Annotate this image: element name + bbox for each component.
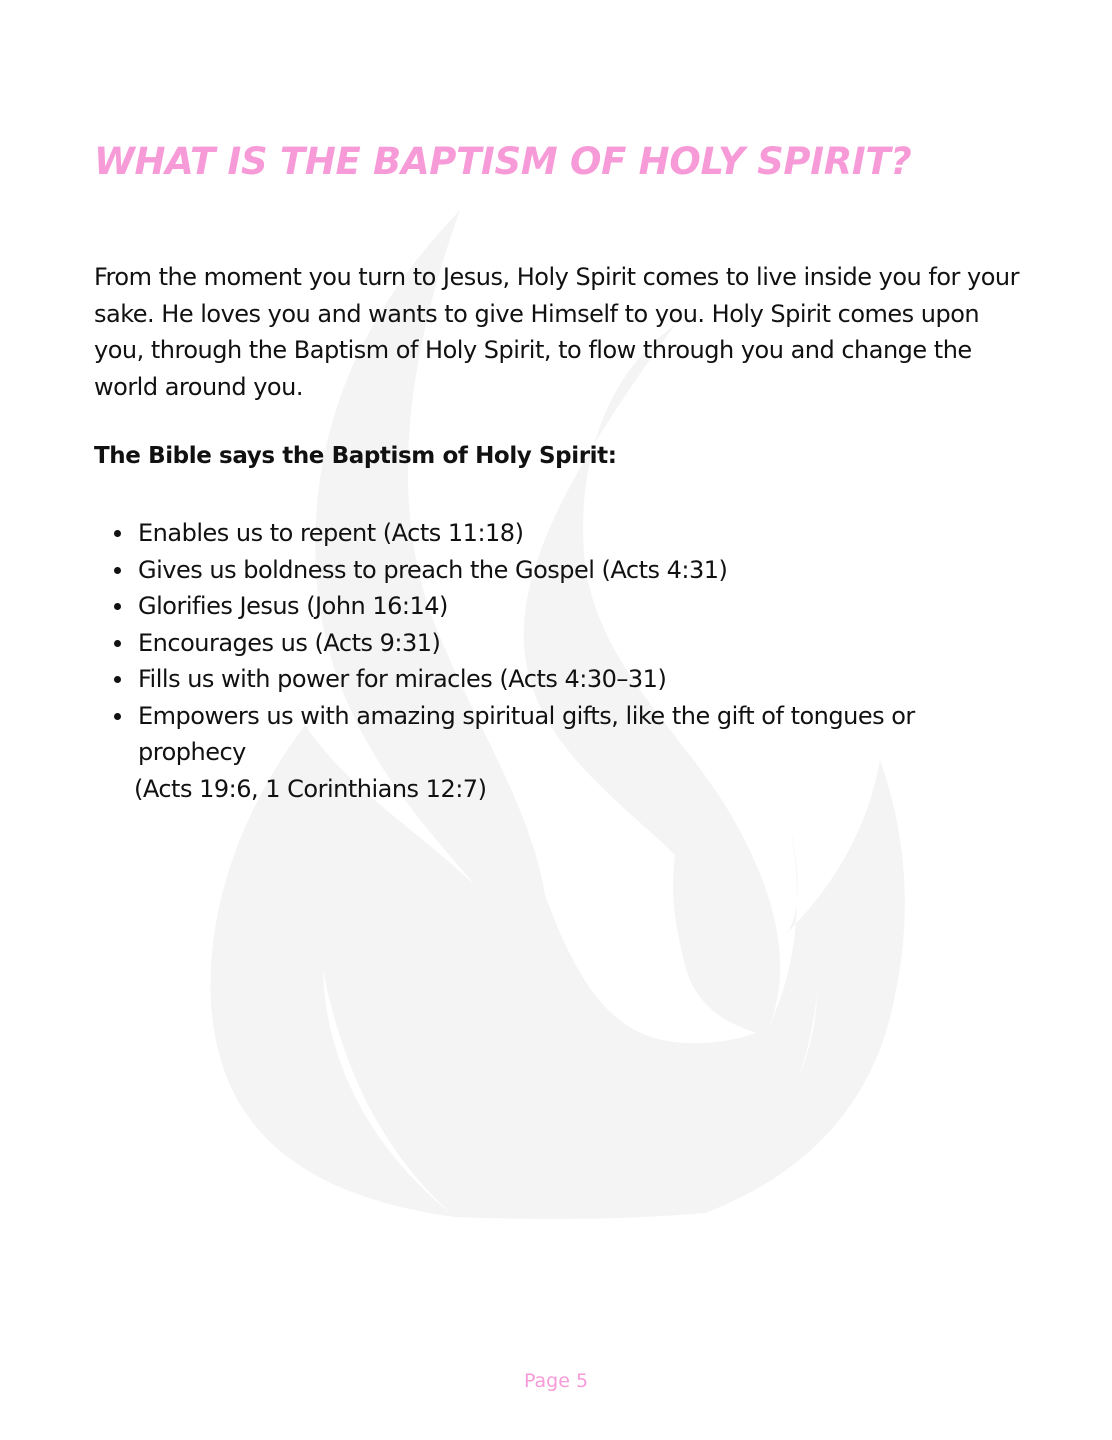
list-item xyxy=(94,552,1018,589)
bullet-icon xyxy=(114,603,121,610)
list-item xyxy=(94,588,1018,625)
list-item-text: Empowers us with amazing spiritual gifts, like the gift of tongues or prophecy xyxy=(138,701,915,766)
list-item-text: Fills us with power for miracles (Acts 4:30–31) xyxy=(138,665,667,693)
bullet-icon xyxy=(114,640,121,647)
list-item xyxy=(94,661,1018,698)
list-item-text: Gives us boldness to preach the Gospel (Acts 4:31) xyxy=(138,555,728,584)
list-item-text: Encourages us (Acts 9:31) xyxy=(138,628,441,657)
page-number: Page 5 xyxy=(523,1370,589,1392)
list-item-text: Glorifies Jesus (John 16:14) xyxy=(138,592,448,620)
list-item xyxy=(94,698,1018,808)
bullet-icon xyxy=(114,713,121,720)
list-item xyxy=(94,625,1018,662)
bullet-icon xyxy=(114,567,121,574)
bullet-icon xyxy=(114,530,121,537)
section-subheading: The Bible says the Baptism of Holy Spirit: xyxy=(94,443,617,469)
intro-paragraph: From the moment you turn to Jesus, Holy Spirit comes to live inside you for your sake. He loves you and wants to give Himself to you. Holy Spirit comes upon you, through the Baptism of Holy Spirit, to flow through you and change the world around you. xyxy=(94,263,1019,401)
list-item-reference: (Acts 19:6, 1 Corinthians 12:7) xyxy=(134,774,487,803)
bullet-list xyxy=(94,515,1034,807)
page-title: WHAT IS THE BAPTISM OF HOLY SPIRIT? xyxy=(94,140,912,183)
bullet-icon xyxy=(114,676,121,683)
list-item-text: Enables us to repent (Acts 11:18) xyxy=(138,519,524,547)
list-item xyxy=(94,515,1018,552)
